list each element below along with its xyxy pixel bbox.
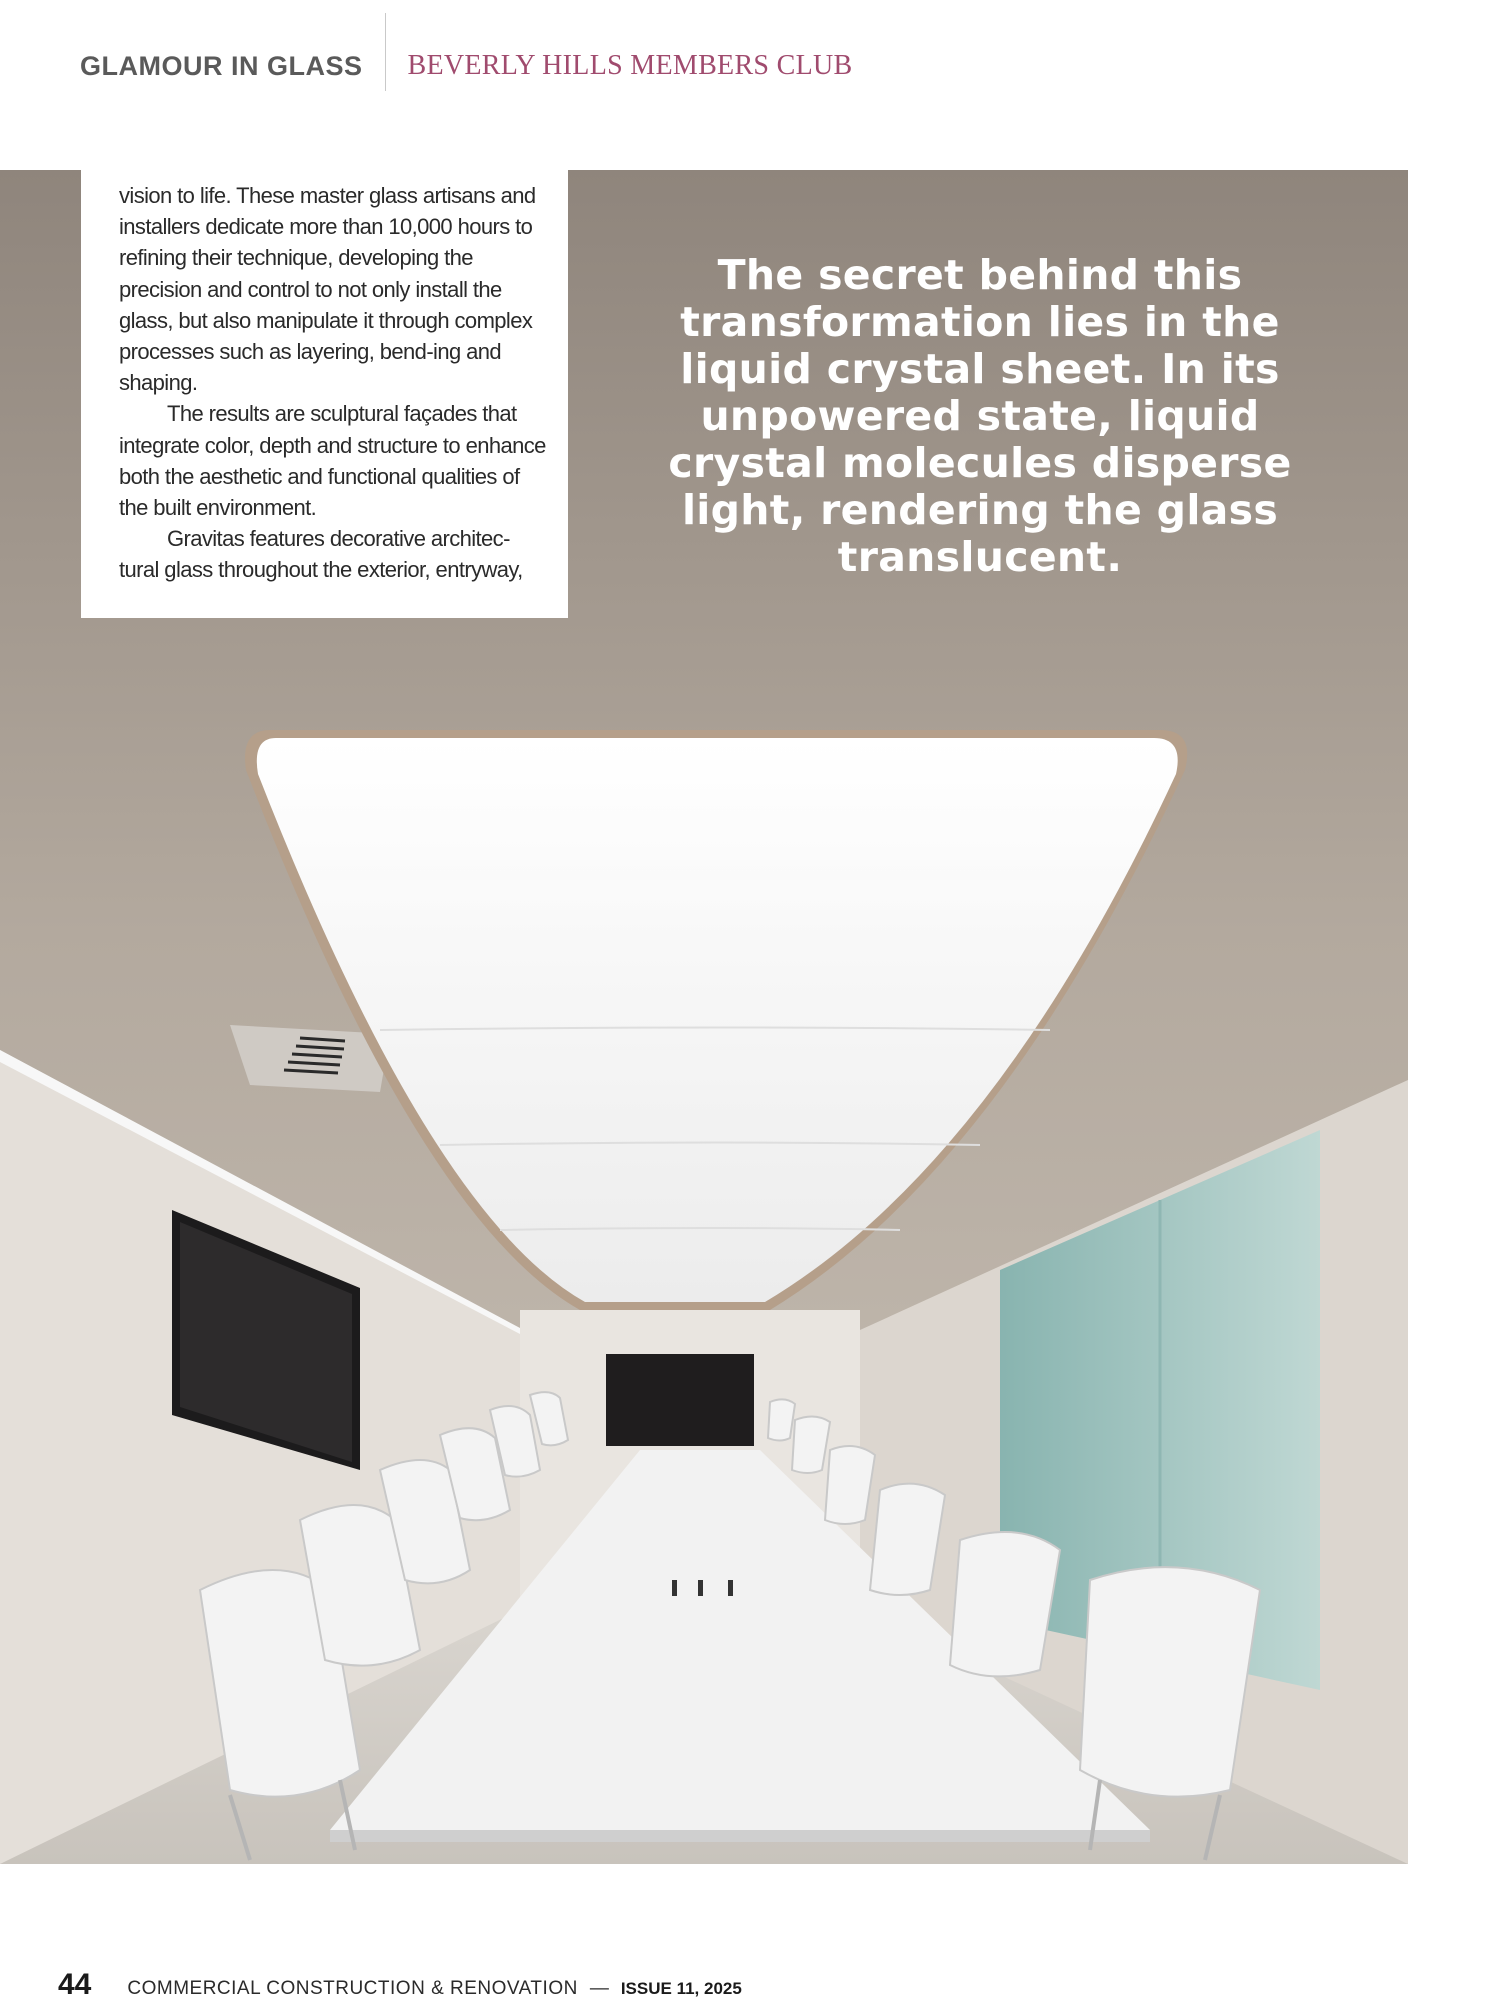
article-text-box <box>81 170 568 618</box>
publication-name: COMMERCIAL CONSTRUCTION & RENOVATION <box>127 1978 578 1999</box>
pull-quote: The secret behind this transformation lies in the liquid crystal sheet. In its unpowered state, liquid crystal molecules disperse light, rendering the glass translucent. <box>668 251 1292 581</box>
section-label: GLAMOUR IN GLASS <box>80 50 363 81</box>
article-paragraph: vision to life. These master glass artisans and installers dedicate more than 10,000 hours to refining their technique, developing the precision and control to not only install the glass, but also manipulate it through complex processes such as layering, bend-ing and shaping. <box>119 183 536 396</box>
article-paragraph: Gravitas features decorative architec-tural glass throughout the exterior, entryway, <box>119 526 523 583</box>
page-footer <box>58 1968 742 2002</box>
article-paragraph: The results are sculptural façades that integrate color, depth and structure to enhance both the aesthetic and functional qualities of the built environment. <box>119 401 546 521</box>
footer-separator: — <box>589 1978 609 1999</box>
header-divider <box>385 13 386 91</box>
story-label: BEVERLY HILLS MEMBERS CLUB <box>407 50 853 81</box>
page-number: 44 <box>58 1968 92 2001</box>
running-header <box>80 40 853 92</box>
issue-label: ISSUE 11, 2025 <box>620 1979 742 1998</box>
